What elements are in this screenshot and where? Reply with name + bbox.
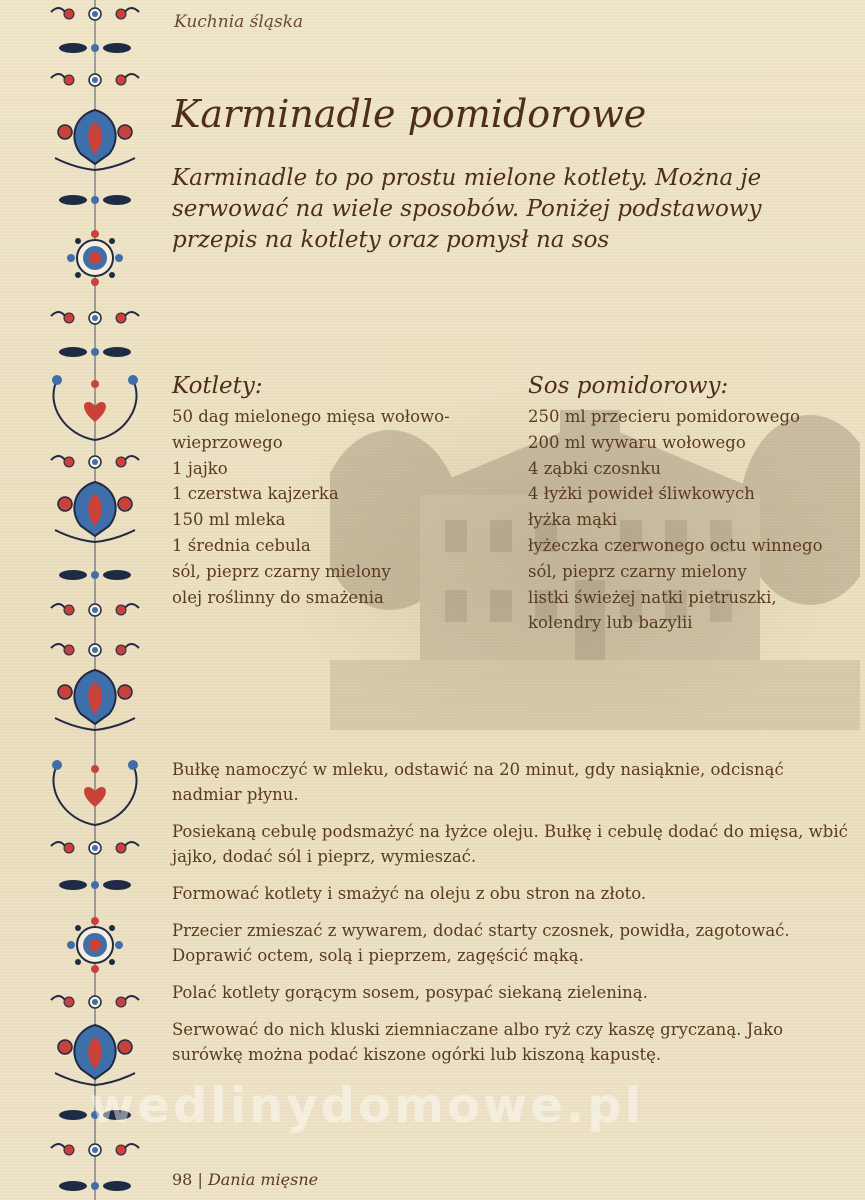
ingredients-sos: [528, 372, 858, 636]
footer-separator: |: [197, 1170, 203, 1189]
ingredient-item: olej roślinny do smażenia: [172, 587, 384, 607]
step-paragraph: Przecier zmieszać z wywarem, dodać starty czosnek, powidła, zagotować. Doprawić octem, solą i pieprzem, zagęścić mąką.: [172, 921, 790, 965]
recipe-title: Karminadle pomidorowe: [172, 92, 647, 136]
ingredient-item: 1 średnia cebula: [172, 535, 311, 555]
ingredient-item: listki świeżej natki pietruszki,: [528, 587, 777, 607]
step-paragraph: Serwować do nich kluski ziemniaczane albo ryż czy kaszę gryczaną. Jako surówkę można podać kiszone ogórki lub kiszoną kapustę.: [172, 1020, 784, 1064]
ingredient-item: łyżeczka czerwonego octu winnego: [528, 535, 823, 555]
sos-list: [528, 404, 858, 636]
running-head: Kuchnia śląska: [174, 12, 304, 32]
ingredient-item: 1 czerstwa kajzerka: [172, 484, 339, 504]
recipe-intro: Karminadle to po prostu mielone kotlety. Można je serwować na wiele sposobów. Poniżej podstawowy przepis na kotlety oraz pomysł na sos: [172, 165, 762, 253]
ingredients-kotlety: [172, 372, 502, 610]
section-name: Dania mięsne: [207, 1170, 319, 1189]
ingredient-item: 250 ml przecieru pomidorowego: [528, 407, 800, 426]
ingredient-item: 4 łyżki powideł śliwkowych: [528, 484, 755, 504]
ingredient-item: 1 jajko: [172, 458, 228, 478]
ingredient-item: sól, pieprz czarny mielony: [172, 561, 391, 581]
ingredient-item: 150 ml mleka: [172, 510, 286, 530]
sos-heading: Sos pomidorowy:: [528, 373, 729, 399]
ingredient-item: 4 ząbki czosnku: [528, 458, 661, 478]
step-paragraph: Formować kotlety i smażyć na oleju z obu stron na złoto.: [172, 884, 647, 903]
ingredient-item: wieprzowego: [172, 432, 283, 452]
watermark: wedlinydomowe.pl: [90, 1078, 644, 1134]
ingredient-item: 50 dag mielonego mięsa wołowo-: [172, 407, 450, 426]
step-paragraph: Polać kotlety gorącym sosem, posypać siekaną zieleniną.: [172, 983, 648, 1002]
ingredient-item: kolendry lub bazylii: [528, 613, 693, 633]
step-paragraph: Bułkę namoczyć w mleku, odstawić na 20 minut, gdy nasiąknie, odcisnąć nadmiar płynu.: [172, 760, 784, 804]
ingredient-item: łyżka mąki: [528, 510, 618, 530]
folk-floral-border: [38, 0, 153, 1200]
ingredient-item: sól, pieprz czarny mielony: [528, 561, 747, 581]
step-paragraph: Posiekaną cebulę podsmażyć na łyżce oleju. Bułkę i cebulę dodać do mięsa, wbić jajko, dodać sól i pieprz, wymieszać.: [172, 822, 848, 866]
kotlety-list: [172, 404, 502, 610]
page-footer: [172, 1170, 318, 1189]
kotlety-heading: Kotlety:: [172, 373, 263, 399]
page-number: 98: [172, 1170, 193, 1189]
preparation-steps: [172, 757, 852, 1079]
ingredient-item: 200 ml wywaru wołowego: [528, 432, 746, 452]
